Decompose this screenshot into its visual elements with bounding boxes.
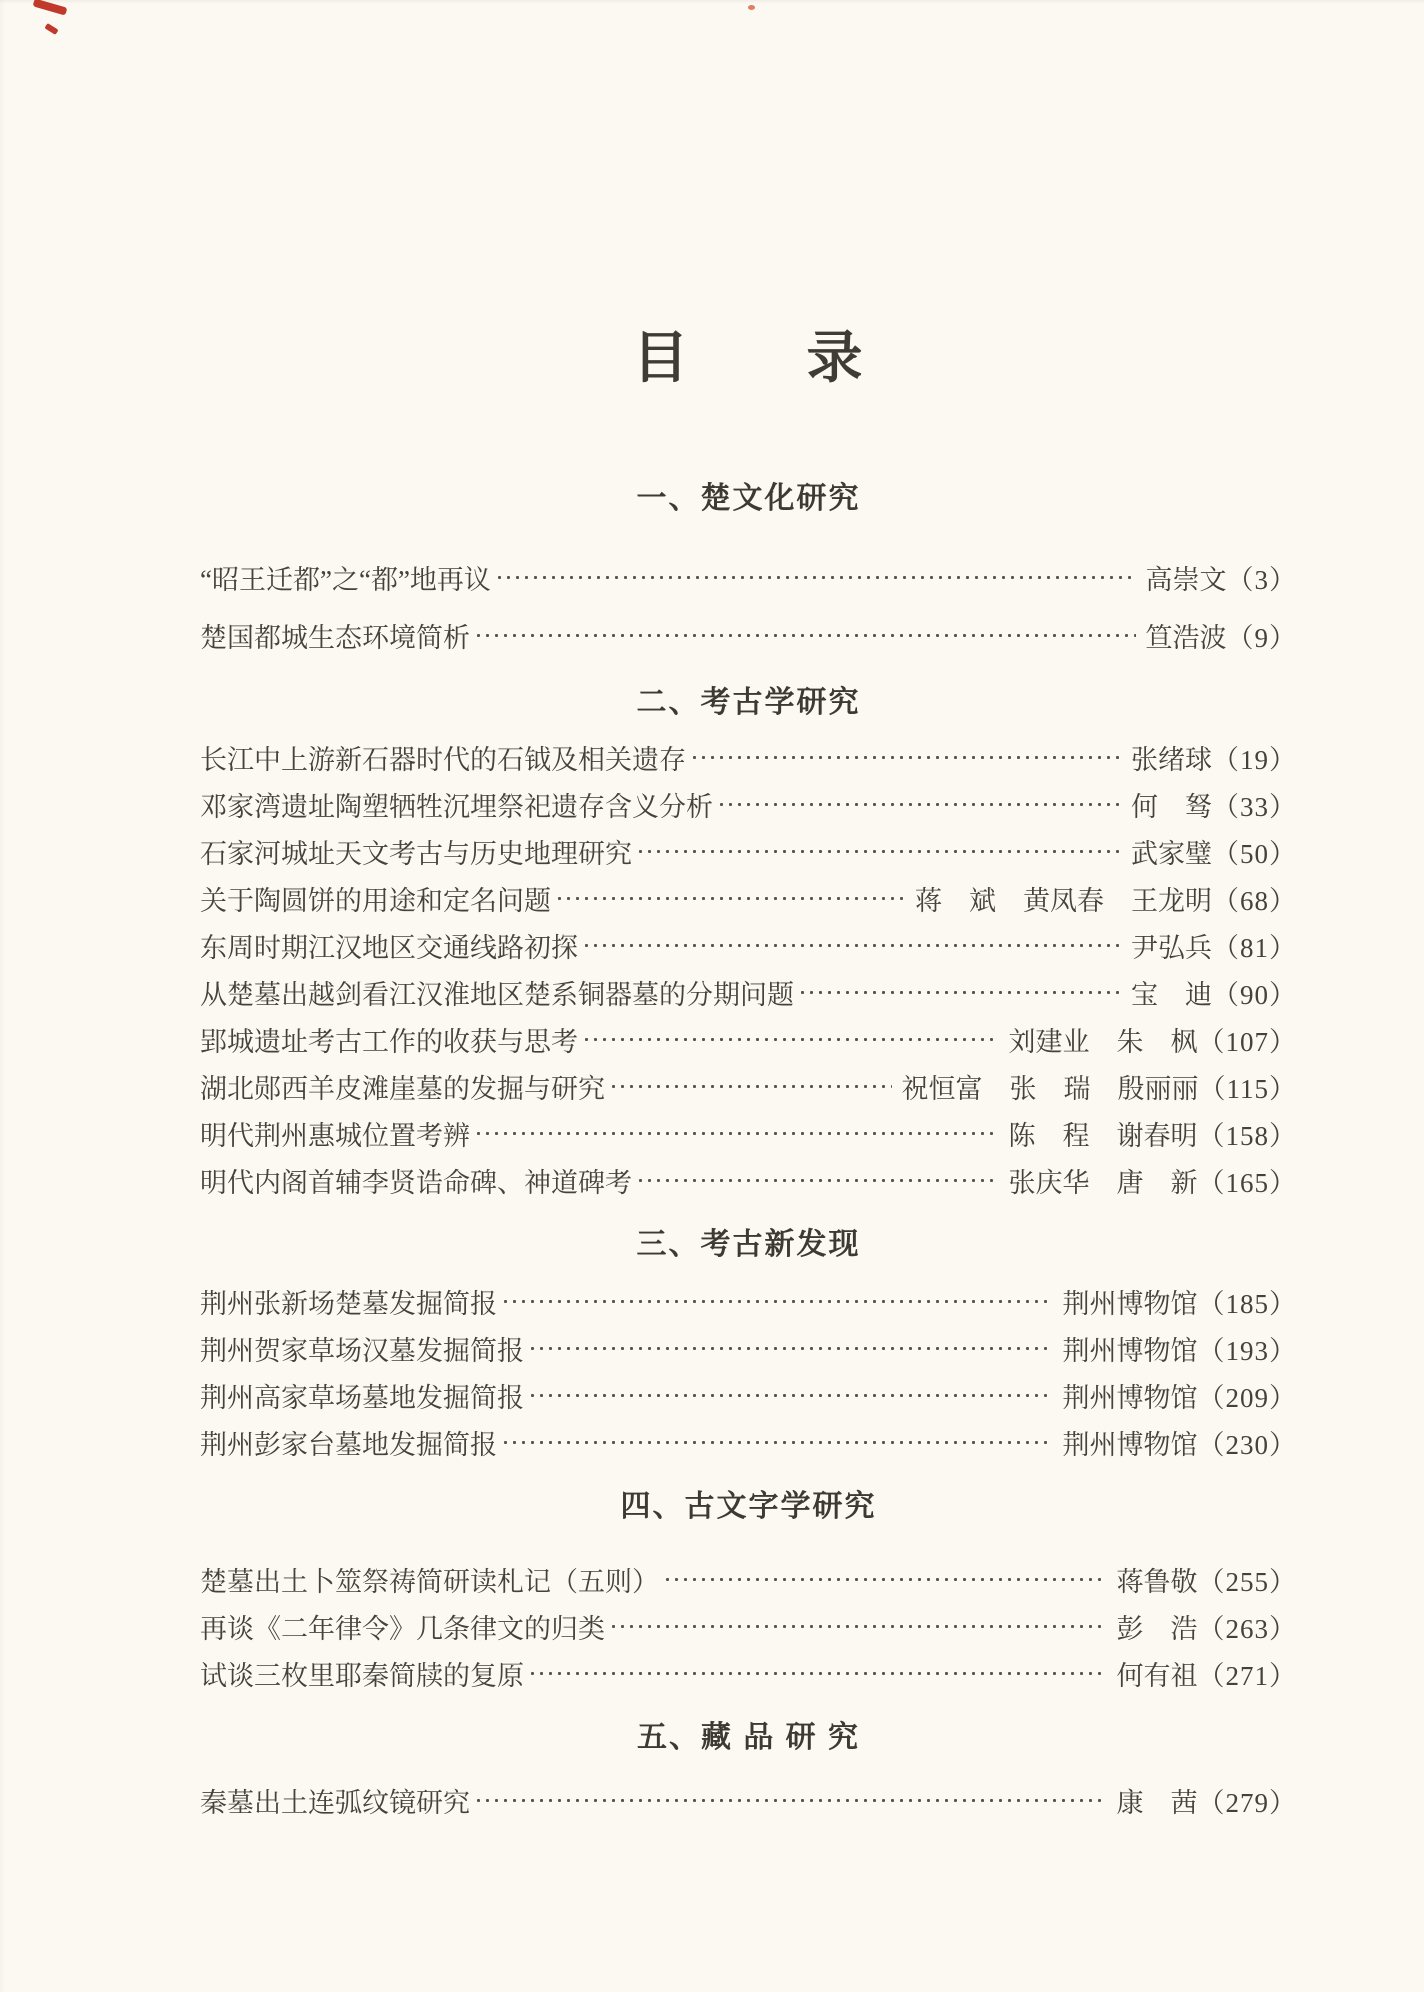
toc-entry-page: （9） xyxy=(1226,622,1297,653)
dotted-leader xyxy=(663,1575,1107,1584)
toc-entry xyxy=(200,781,1297,828)
toc-entry-authors: 高崇文 xyxy=(1145,564,1227,595)
toc-entry xyxy=(200,1603,1297,1650)
toc-entry-page: （33） xyxy=(1212,792,1297,822)
dotted-leader xyxy=(528,1669,1107,1678)
dotted-leader xyxy=(495,573,1136,582)
toc-entry-authors: 康 茜 xyxy=(1116,1788,1198,1818)
dotted-leader xyxy=(636,847,1121,856)
dotted-leader xyxy=(609,1622,1107,1631)
toc-entry xyxy=(200,1777,1297,1824)
toc-entry-authors: 武家璧 xyxy=(1131,839,1212,869)
section-heading: 五、藏 品 研 究 xyxy=(636,1721,860,1754)
toc-entry xyxy=(200,1650,1297,1697)
toc-section xyxy=(200,688,1297,1204)
toc-entry-title: 郢城遗址考古工作的收获与思考 xyxy=(200,1027,578,1057)
toc-entry-page: （255） xyxy=(1197,1567,1297,1597)
toc-entry-title: 秦墓出土连弧纹镜研究 xyxy=(200,1788,470,1818)
dotted-leader xyxy=(636,1176,999,1185)
toc-entry-authors: 刘建业 朱 枫 xyxy=(1008,1027,1198,1057)
toc-entry xyxy=(200,1016,1297,1063)
dotted-leader xyxy=(501,1438,1053,1447)
toc-entry-page: （209） xyxy=(1197,1383,1297,1413)
toc-entry xyxy=(200,1419,1297,1466)
toc-entry-title: 楚国都城生态环境简析 xyxy=(200,622,470,653)
toc-entry-authors: 荆州博物馆 xyxy=(1062,1430,1198,1460)
toc-entry xyxy=(200,606,1297,664)
toc-entry-title: 荆州贺家草场汉墓发掘简报 xyxy=(200,1336,524,1366)
dotted-leader xyxy=(798,988,1121,997)
dotted-leader xyxy=(501,1297,1053,1306)
toc-section xyxy=(200,1230,1297,1466)
toc-entry-authors: 宝 迪 xyxy=(1131,980,1212,1010)
toc-entry-title: 荆州高家草场墓地发掘简报 xyxy=(200,1383,524,1413)
toc-entry-page: （19） xyxy=(1212,745,1297,775)
toc-entry-title: 东周时期江汉地区交通线路初探 xyxy=(200,933,578,963)
section-heading: 三、考古新发现 xyxy=(636,1228,861,1261)
toc-entry xyxy=(200,1063,1297,1110)
toc-entry xyxy=(200,828,1297,875)
toc-entry-authors: 陈 程 谢春明 xyxy=(1008,1121,1198,1151)
toc-section xyxy=(200,484,1297,664)
dotted-leader xyxy=(582,1035,999,1044)
toc-entry xyxy=(200,734,1297,781)
toc-entry-title: 明代荆州惠城位置考辨 xyxy=(200,1121,470,1151)
dotted-leader xyxy=(555,894,905,903)
toc-entry-page: （50） xyxy=(1212,839,1297,869)
dotted-leader xyxy=(528,1344,1053,1353)
toc-entry xyxy=(200,875,1297,922)
toc-entry-title: 试谈三枚里耶秦简牍的复原 xyxy=(200,1661,524,1691)
toc-entry-page: （193） xyxy=(1197,1336,1297,1366)
toc-entry-title: 明代内阁首辅李贤诰命碑、神道碑考 xyxy=(200,1168,632,1198)
dotted-leader xyxy=(582,941,1121,950)
toc-entry-authors: 荆州博物馆 xyxy=(1062,1289,1198,1319)
toc-entry-page: （263） xyxy=(1197,1614,1297,1644)
toc-entry xyxy=(200,1110,1297,1157)
section-heading: 二、考古学研究 xyxy=(636,686,861,719)
scan-mark xyxy=(748,5,755,10)
toc-entry-authors: 尹弘兵 xyxy=(1131,933,1212,963)
toc-entry-page: （279） xyxy=(1197,1788,1297,1818)
toc-entry xyxy=(200,1278,1297,1325)
toc-entry xyxy=(200,1325,1297,1372)
toc-entry-authors: 蒋 斌 黄凤春 王龙明 xyxy=(915,886,1212,916)
toc-entry-title: “昭王迁都”之“都”地再议 xyxy=(200,564,491,595)
toc-entry-authors: 祝恒富 张 瑞 殷丽丽 xyxy=(901,1074,1199,1104)
toc-entry-authors: 蒋鲁敬 xyxy=(1116,1567,1198,1597)
toc-entry xyxy=(200,922,1297,969)
toc-entry xyxy=(200,548,1297,606)
toc-entry-title: 湖北郧西羊皮滩崖墓的发掘与研究 xyxy=(200,1074,605,1104)
dotted-leader xyxy=(717,800,1121,809)
toc-entry-authors: 荆州博物馆 xyxy=(1062,1336,1198,1366)
toc-entry-authors: 彭 浩 xyxy=(1116,1614,1198,1644)
dotted-leader xyxy=(474,1796,1107,1805)
toc-entry-page: （115） xyxy=(1198,1074,1297,1104)
toc-entry-page: （107） xyxy=(1197,1027,1297,1057)
dotted-leader xyxy=(609,1082,892,1091)
toc-entry-title: 楚墓出土卜筮祭祷简研读札记（五则） xyxy=(200,1567,659,1597)
toc-entry-authors: 笪浩波 xyxy=(1145,622,1227,653)
section-heading: 一、楚文化研究 xyxy=(636,482,861,515)
toc-entry-page: （81） xyxy=(1212,933,1297,963)
toc-section xyxy=(200,1723,1297,1824)
toc-entry-title: 再谈《二年律令》几条律文的归类 xyxy=(200,1614,605,1644)
toc-entry-page: （158） xyxy=(1197,1121,1297,1151)
toc-entry-authors: 何 驽 xyxy=(1131,792,1212,822)
toc-entry-page: （271） xyxy=(1197,1661,1297,1691)
section-heading: 四、古文字学研究 xyxy=(620,1490,877,1523)
dotted-leader xyxy=(474,631,1136,640)
dotted-leader xyxy=(474,1129,999,1138)
dotted-leader xyxy=(528,1391,1053,1400)
toc-entry-title: 长江中上游新石器时代的石钺及相关遗存 xyxy=(200,745,686,775)
toc-entry-title: 从楚墓出越剑看江汉淮地区楚系铜器墓的分期问题 xyxy=(200,980,794,1010)
toc-entry-page: （90） xyxy=(1212,980,1297,1010)
dotted-leader xyxy=(690,753,1121,762)
toc-entry-title: 荆州彭家台墓地发掘简报 xyxy=(200,1430,497,1460)
toc-entry xyxy=(200,1556,1297,1603)
toc-entry-authors: 张绪球 xyxy=(1131,745,1212,775)
page-title: 目 录 xyxy=(632,328,865,390)
toc-entry-page: （3） xyxy=(1226,564,1297,595)
toc-entry-authors: 何有祖 xyxy=(1116,1661,1198,1691)
toc-entry-page: （230） xyxy=(1197,1430,1297,1460)
toc-entry-title: 邓家湾遗址陶塑牺牲沉埋祭祀遗存含义分析 xyxy=(200,792,713,822)
toc-entry-page: （185） xyxy=(1197,1289,1297,1319)
toc-entry-page: （165） xyxy=(1197,1168,1297,1198)
toc-entry-title: 石家河城址天文考古与历史地理研究 xyxy=(200,839,632,869)
toc-entry xyxy=(200,1157,1297,1204)
toc-entry-page: （68） xyxy=(1212,886,1297,916)
toc-sections xyxy=(200,484,1297,1824)
toc-entry-authors: 张庆华 唐 新 xyxy=(1008,1168,1198,1198)
scan-mark xyxy=(33,0,68,16)
toc-entry-authors: 荆州博物馆 xyxy=(1062,1383,1198,1413)
toc-entry-title: 关于陶圆饼的用途和定名问题 xyxy=(200,886,551,916)
scan-mark xyxy=(44,23,58,35)
toc-entry-title: 荆州张新场楚墓发掘简报 xyxy=(200,1289,497,1319)
toc-section xyxy=(200,1492,1297,1697)
toc-entry xyxy=(200,969,1297,1016)
toc-entry xyxy=(200,1372,1297,1419)
